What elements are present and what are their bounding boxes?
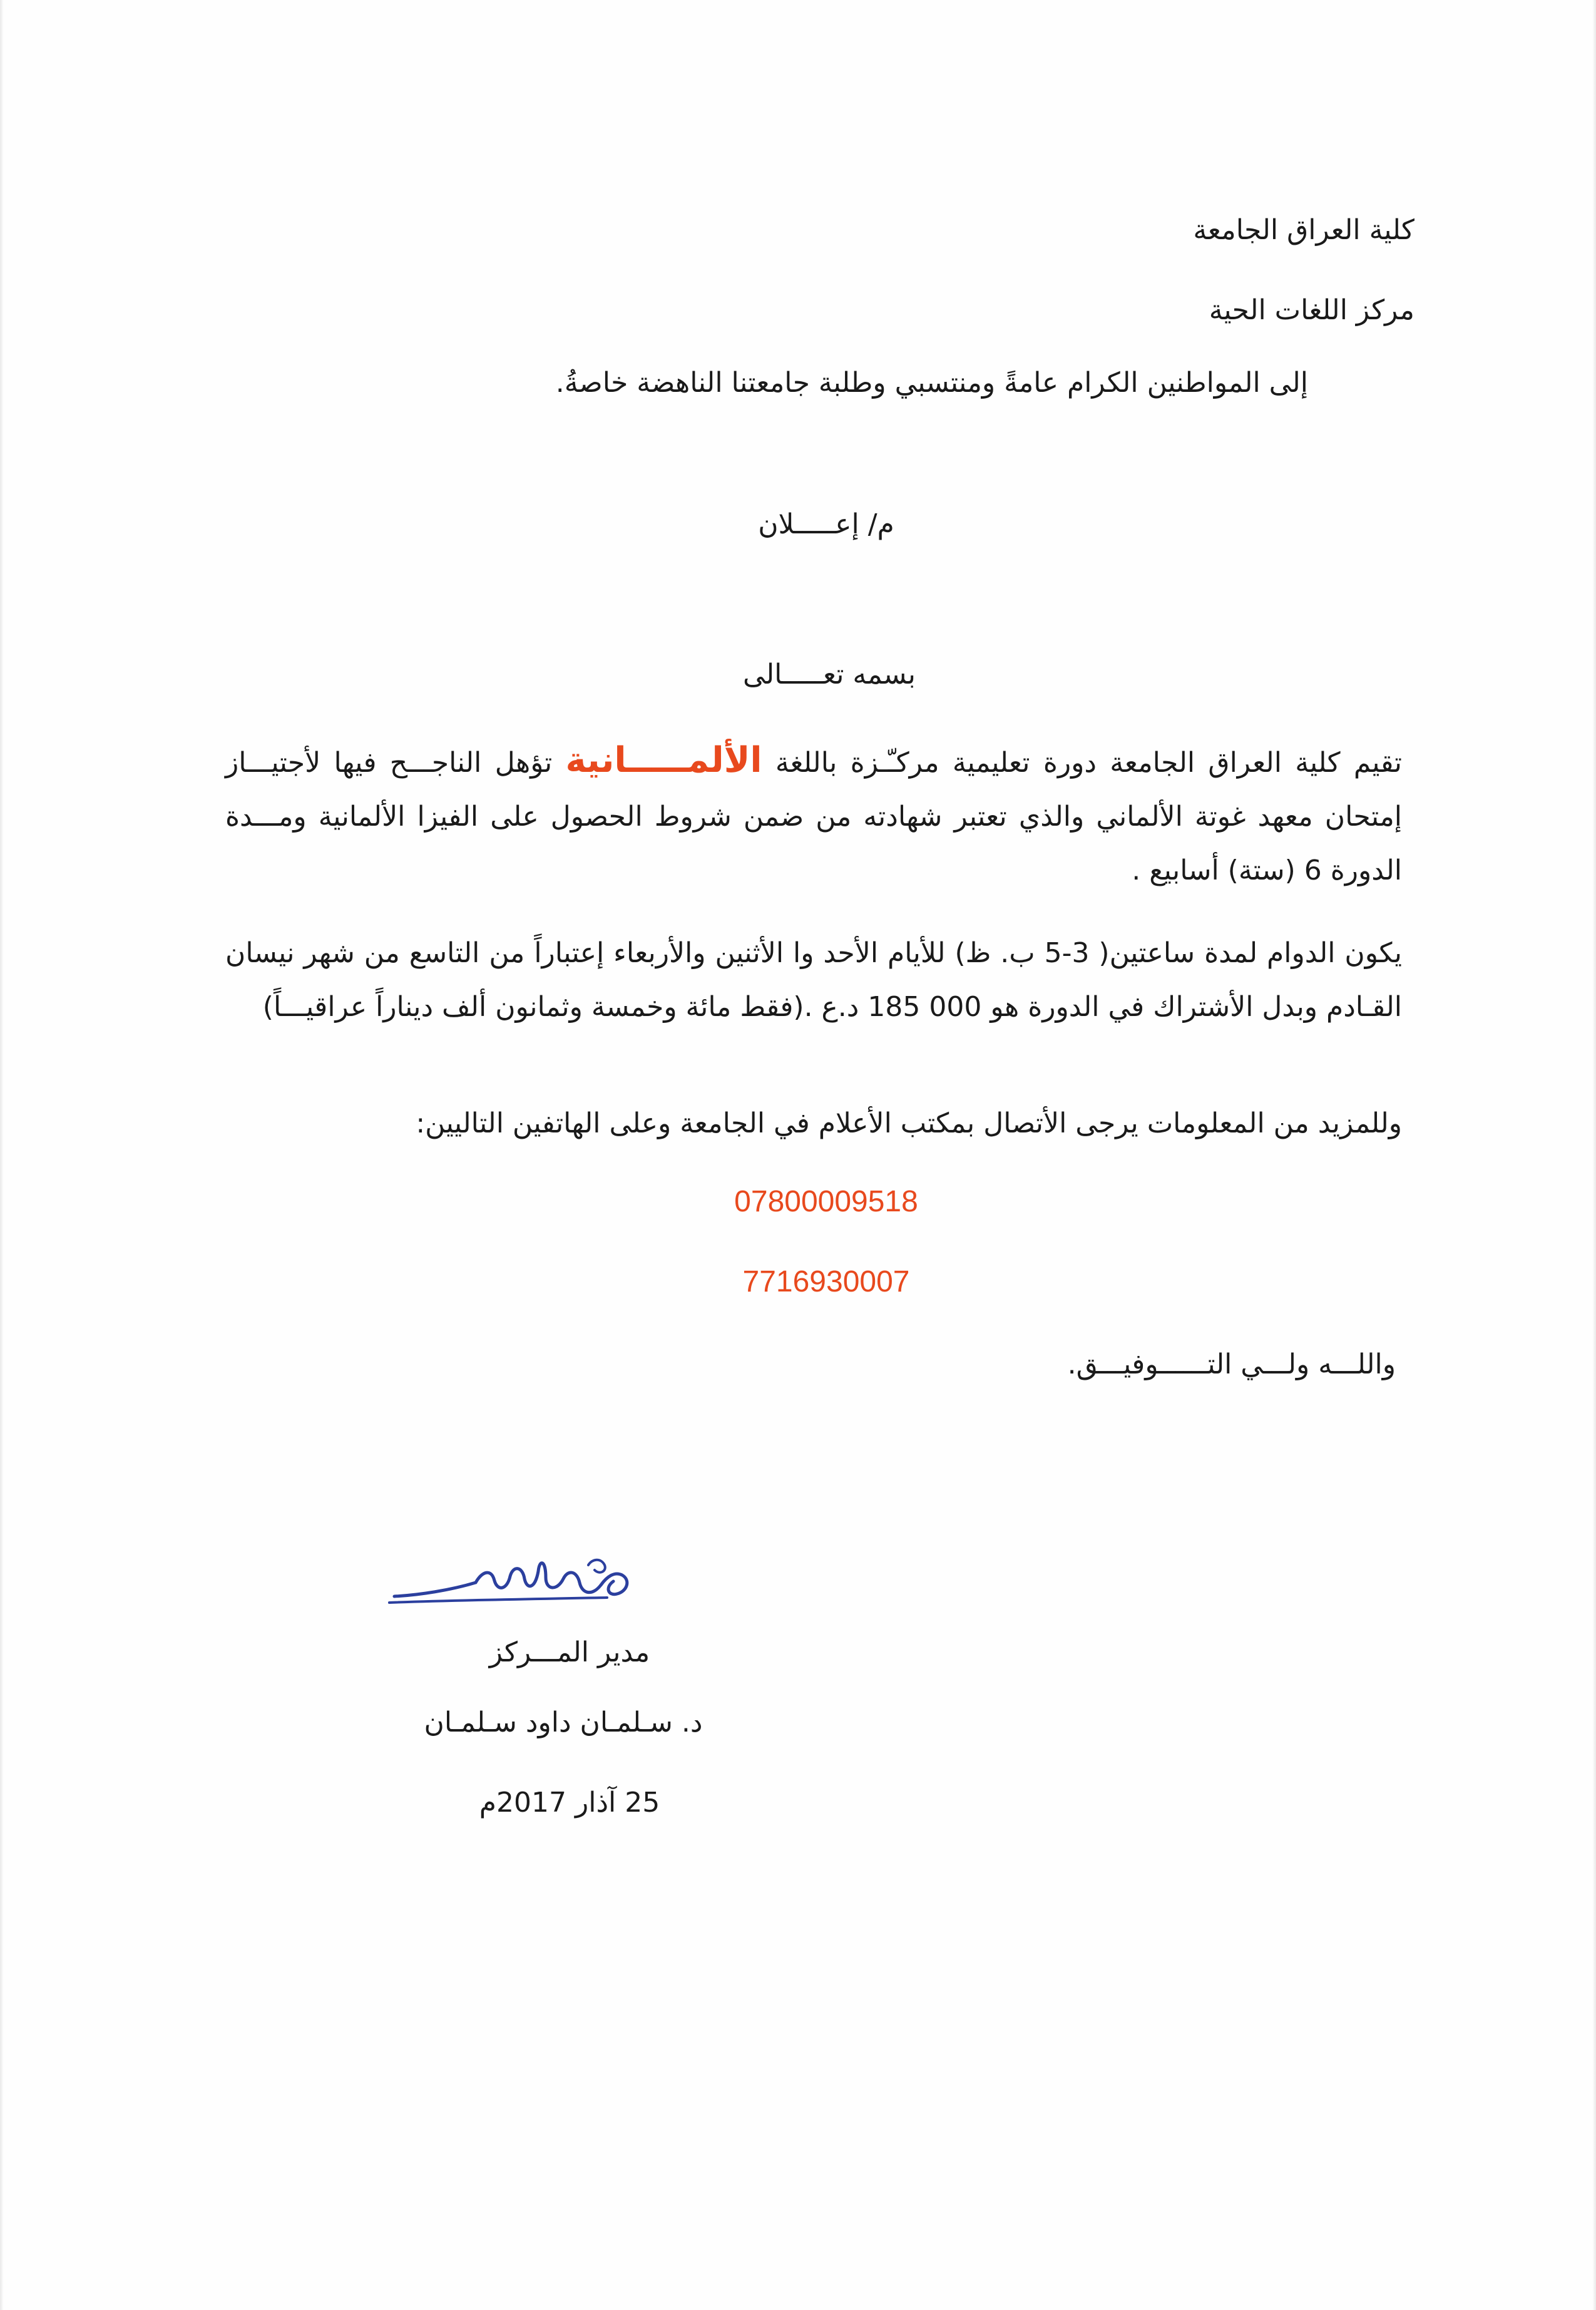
german-language-highlight: الألمـــــانية [565,740,762,781]
document-date: 25 آذار 2017م [479,1787,660,1819]
subject-line: م/ إعـــــلان [758,508,894,540]
signature-mark [382,1546,670,1615]
closing-line: واللـــه ولـــي التــــــوفيـــق. [1067,1348,1396,1380]
scan-edge-right [1592,0,1596,2310]
paragraph-course [225,734,1402,898]
paragraph-contact: وللمزيد من المعلومات يرجى الأتصال بمكتب الأعلام في الجامعة وعلى الهاتفين التاليين: [416,1107,1402,1139]
paragraph-course-end: تؤهل الناجـــح فيها لأجتيـــاز إمتحان معهد غوتة الألماني والذي تعتبر شهادته من ضمن شروط الحصول على الفيزا الألمانية ومـــدة الدورة 6 (ستة) أسابيع . [225,747,1402,886]
basmala: بسمه تعـــــالى [743,659,916,690]
college-name: كلية العراق الجامعة [1193,214,1414,246]
signatory-title: مدير المـــركز [489,1636,650,1668]
phone-number-2: 7716930007 [742,1265,910,1298]
scan-edge-left [0,0,4,2310]
signatory-name: د. سـلمـان داود سـلمـان [424,1707,703,1738]
phone-number-1: 07800009518 [734,1185,918,1218]
paragraph-course-start: تقيم كلية العراق الجامعة دورة تعليمية مركـّـزة باللغة [775,747,1402,779]
paragraph-schedule: يكون الدوام لمدة ساعتين( 3-5 ب. ظ) للأيام الأحد وا الأثنين والأربعاء إعتباراً من التاسع من شهر نيسان القـادم وبدل الأشتراك في الدورة هو 000 185 د.ع .(فقط مائة وخمسة وثمانون ألف ديناراً عراقيـــاً) [225,937,1402,1023]
addressee-line: إلى المواطنين الكرام عامةً ومنتسبي وطلبة جامعتنا الناهضة خاصةُ. [555,367,1308,399]
center-name: مركز اللغات الحية [1209,294,1414,326]
